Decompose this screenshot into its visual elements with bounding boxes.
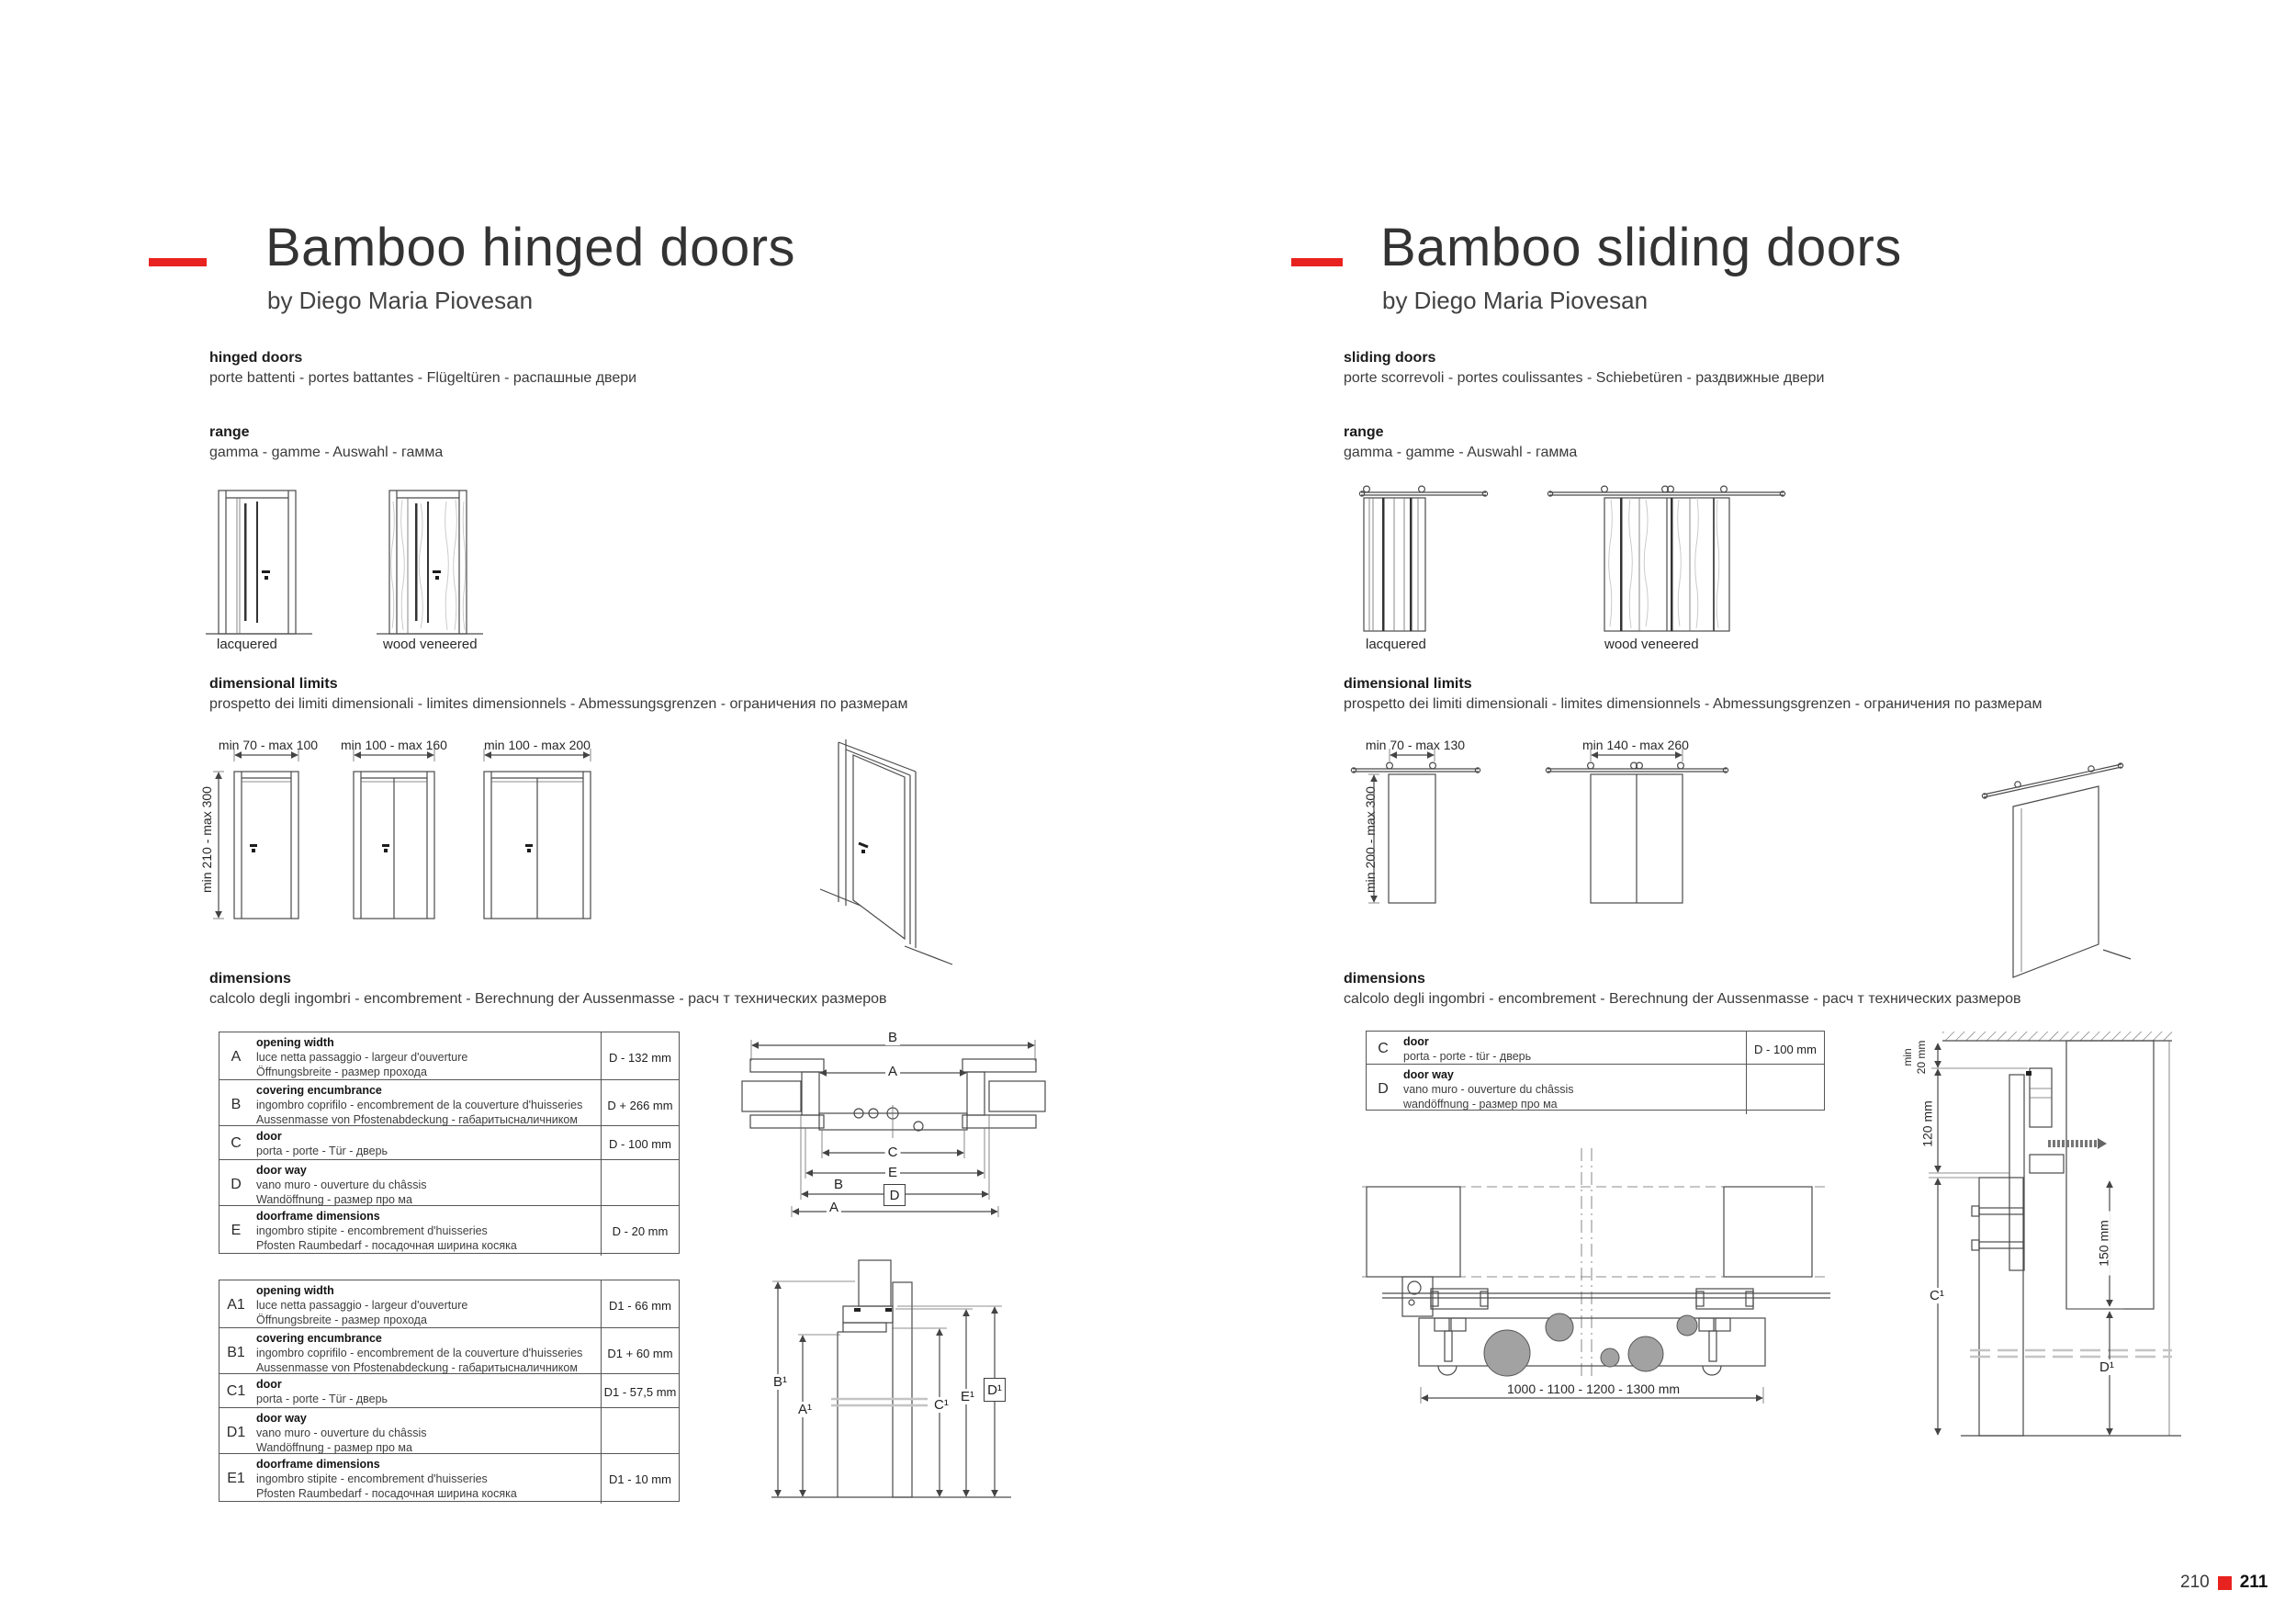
width-range-2-left: min 100 - max 160 — [341, 738, 447, 752]
page-number-left: 210 — [2180, 1573, 2210, 1592]
range-heading-left: range — [209, 424, 250, 440]
section-label-b1: B¹ — [771, 1374, 790, 1390]
height-range-left: min 210 - max 300 — [199, 786, 214, 893]
table-row: C door porta - porte - Tür - дверь D - 100 mm — [219, 1126, 679, 1160]
table-row: A1 opening width luce netta passaggio - largeur d'ouverture Öffnungsbreite - размер прохода D1 - 66 mm — [219, 1280, 679, 1328]
product-subline-right: porte scorrevoli - portes coulissantes - Schiebetüren - раздвижные двери — [1344, 370, 1825, 386]
dimlimits-subline-right: prospetto dei limiti dimensionali - limites dimensionnels - Abmessungsgrenzen - ограничения по размерам — [1344, 696, 2043, 712]
page-title-left: Bamboo hinged doors — [265, 218, 796, 277]
dimlimits-heading-right: dimensional limits — [1344, 676, 1472, 692]
section-label-d1-box: D¹ — [984, 1378, 1006, 1402]
plan-label-b2: B — [831, 1177, 846, 1192]
plan-label-a: A — [885, 1064, 900, 1079]
width-range-2-right: min 140 - max 260 — [1582, 738, 1689, 752]
plan-label-d-box: D — [884, 1184, 906, 1206]
page-numbers — [2180, 1573, 2268, 1593]
row-key: A — [231, 1049, 242, 1065]
table-row: D door way vano muro - ouverture du châssis Wandöffnung - размер про ма — [219, 1160, 679, 1206]
finish-label-lacquered-left: lacquered — [217, 637, 277, 652]
table-row: D door way vano muro - ouverture du châssis wandöffnung - размер про ма — [1367, 1065, 1824, 1111]
section-120-label: 120 mm — [1920, 1092, 1934, 1156]
plan-label-a2: A — [827, 1200, 841, 1215]
table-row: B1 covering encumbrance ingombro coprifilo - encombrement de la couverture d'huisseries Aussenmasse von Pfostenabdeckung - габаритысналичником D1 + 60 mm — [219, 1328, 679, 1374]
table-row: C1 door porta - porte - Tür - дверь D1 - 57,5 mm — [219, 1374, 679, 1408]
section-label-a1: A¹ — [795, 1402, 815, 1417]
dimensions-table-hinged — [219, 1032, 680, 1254]
sliding-door-veneered-drawing — [1543, 483, 1791, 639]
product-heading-right: sliding doors — [1344, 350, 1436, 366]
hinged-door-perspective-drawing — [813, 726, 978, 972]
section-150-label: 150 mm — [2097, 1212, 2110, 1276]
section-c1-label: C¹ — [1927, 1288, 1947, 1303]
width-range-1-right: min 70 - max 130 — [1365, 738, 1466, 752]
section-label-c1: C¹ — [931, 1397, 951, 1413]
dims-heading-left: dimensions — [209, 971, 291, 987]
hinged-door-veneered-drawing — [375, 485, 485, 641]
dimlimits-heading-left: dimensional limits — [209, 676, 338, 692]
row-value: D - 132 mm — [601, 1032, 679, 1082]
finish-label-veneered-right: wood veneered — [1604, 637, 1699, 652]
dim-limit-sliding-1-drawing — [1345, 730, 1497, 925]
dim-limit-door-3-drawing — [454, 730, 612, 925]
section-min-20-label: min 20 mm — [1898, 1032, 1931, 1083]
page-number-right: 211 — [2239, 1573, 2268, 1592]
height-range-right: min 200 - max 300 — [1363, 786, 1378, 893]
vertical-section-diagram — [767, 1257, 1017, 1505]
finish-label-lacquered-right: lacquered — [1366, 637, 1426, 652]
dims-subline-left: calcolo degli ingombri - encombrement - Berechnung der Aussenmasse - расч т технических размеров — [209, 991, 887, 1007]
product-heading-left: hinged doors — [209, 350, 303, 366]
accent-dash-right — [1291, 258, 1343, 266]
plan-label-e: E — [885, 1165, 900, 1180]
section-label-e1: E¹ — [958, 1389, 977, 1404]
hinged-door-lacquered-drawing — [204, 485, 314, 641]
finish-label-veneered-left: wood veneered — [383, 637, 478, 652]
table-row: B covering encumbrance ingombro coprifilo - encombrement de la couverture d'huisseries Aussenmasse von Pfostenabdeckung - габаритысналичником D + 266 mm — [219, 1080, 679, 1126]
table-row: D1 door way vano muro - ouverture du châssis Wandöffnung - размер про ма — [219, 1408, 679, 1454]
track-length-label: 1000 - 1100 - 1200 - 1300 mm — [1504, 1382, 1683, 1396]
range-subline-right: gamma - gamme - Auswahl - гамма — [1344, 445, 1578, 460]
product-subline-left: porte battenti - portes battantes - Flügeltüren - распашные двери — [209, 370, 637, 386]
section-d1-label: D¹ — [2097, 1359, 2117, 1375]
range-subline-left: gamma - gamme - Auswahl - гамма — [209, 445, 444, 460]
table-row: E1 doorframe dimensions ingombro stipite - encombrement d'huisseries Pfosten Raumbedarf - посадочная ширина косяка D1 - 10 mm — [219, 1454, 679, 1502]
dims-heading-right: dimensions — [1344, 971, 1425, 987]
red-square-icon — [2218, 1576, 2232, 1590]
row-desc: opening width luce netta passaggio - largeur d'ouverture Öffnungsbreite - размер прохода — [256, 1036, 468, 1078]
dim-limit-single-door-drawing — [204, 730, 319, 925]
width-range-3-left: min 100 - max 200 — [484, 738, 591, 752]
dimensions-table-hinged-1 — [219, 1280, 680, 1502]
dim-limit-door-2-drawing — [323, 730, 470, 925]
page-subtitle-left: by Diego Maria Piovesan — [267, 287, 534, 314]
accent-dash-left — [149, 258, 207, 266]
dim-limit-sliding-2-drawing — [1525, 730, 1750, 925]
page-subtitle-right: by Diego Maria Piovesan — [1382, 287, 1649, 314]
plan-label-c: C — [885, 1145, 901, 1160]
sliding-door-perspective-drawing — [1970, 753, 2255, 987]
table-row: E doorframe dimensions ingombro stipite - encombrement d'huisseries Pfosten Raumbedarf - посадочная ширина косяка D - 20 mm — [219, 1206, 679, 1254]
sliding-vertical-section-diagram — [1892, 1010, 2195, 1470]
width-range-1-left: min 70 - max 100 — [218, 738, 319, 752]
page-title-right: Bamboo sliding doors — [1380, 218, 1902, 277]
plan-label-b: B — [885, 1030, 900, 1045]
table-row — [219, 1032, 679, 1080]
sliding-door-lacquered-drawing — [1357, 483, 1495, 639]
sliding-track-plan-diagram — [1350, 1148, 1837, 1415]
dimensions-table-sliding — [1366, 1031, 1825, 1111]
table-row: C door porta - porte - tür - дверь D - 100 mm — [1367, 1032, 1824, 1065]
dims-subline-right: calcolo degli ingombri - encombrement - Berechnung der Aussenmasse - расч т технических размеров — [1344, 991, 2021, 1007]
dimlimits-subline-left: prospetto dei limiti dimensionali - limites dimensionnels - Abmessungsgrenzen - ограничения по размерам — [209, 696, 908, 712]
range-heading-right: range — [1344, 424, 1384, 440]
